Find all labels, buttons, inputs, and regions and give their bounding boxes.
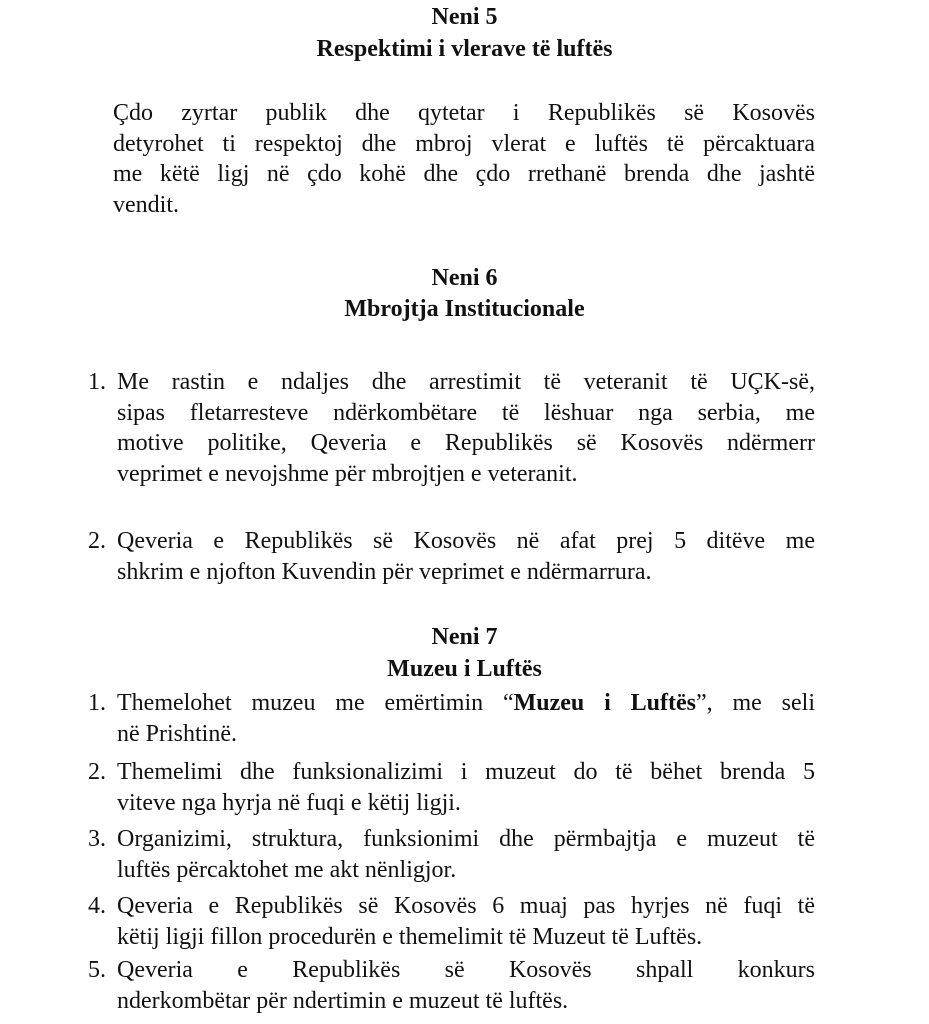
article-5-line: vendit. xyxy=(113,191,179,218)
article-7-item-5 xyxy=(117,955,815,1016)
list-item-line: shkrim e njofton Kuvendin për veprimet e ndërmarrura. xyxy=(117,558,652,585)
list-item-line: nderkombëtar për ndertimin e muzeut të luftës. xyxy=(117,987,569,1014)
article-5-number: Neni 5 xyxy=(431,4,498,30)
article-6-title: Mbrojtja Institucionale xyxy=(344,296,585,322)
list-item-line: Me rastin e ndaljes dhe arrestimit të veteranit të UÇK-së, xyxy=(117,369,815,395)
list-item-line: në Prishtinë. xyxy=(117,720,237,747)
article-7-number: Neni 7 xyxy=(431,624,498,650)
list-item-line: sipas fletarresteve ndërkombëtare të lëshuar nga serbia, me xyxy=(117,399,815,426)
article-6-item-1-marker: 1. xyxy=(88,369,106,395)
article-7-title: Muzeu i Luftës xyxy=(387,656,542,682)
list-item-line: Themelimi dhe funksionalizimi i muzeut do të bëhet brenda 5 xyxy=(117,759,815,785)
article-5-body xyxy=(113,98,815,220)
list-item-line: Qeveria e Republikës së Kosovës 6 muaj pas hyrjes në fuqi të xyxy=(117,893,815,919)
article-7-item-3 xyxy=(117,824,815,885)
list-item-line: Organizimi, struktura, funksionimi dhe përmbajtja e muzeut të xyxy=(117,826,815,852)
list-item-line: Qeveria e Republikës së Kosovës shpall konkurs xyxy=(117,957,815,983)
list-item-line: veprimet e nevojshme për mbrojtjen e veteranit. xyxy=(117,460,578,487)
article-6-item-2-marker: 2. xyxy=(88,528,106,554)
article-7-item-4-marker: 4. xyxy=(88,893,106,919)
list-item-text: Themelohet muzeu me emërtimin “ xyxy=(117,690,514,716)
article-7-item-1 xyxy=(117,688,815,749)
list-item-line: Qeveria e Republikës së Kosovës në afat prej 5 ditëve me xyxy=(117,528,815,554)
list-item-text: ”, me seli xyxy=(695,690,815,716)
article-5-line: detyrohet ti respektoj dhe mbroj vlerat e luftës të përcaktuara xyxy=(113,130,815,157)
article-7-item-2-marker: 2. xyxy=(88,759,106,785)
article-5-line: Çdo zyrtar publik dhe qytetar i Republikës së Kosovës xyxy=(113,100,815,126)
list-item-line: motive politike, Qeveria e Republikës së Kosovës ndërmerr xyxy=(117,430,815,456)
article-7-item-4 xyxy=(117,891,815,952)
museum-name-bold: Muzeu i Luftës xyxy=(513,690,696,716)
article-7-item-2 xyxy=(117,757,815,818)
article-7-item-5-marker: 5. xyxy=(88,957,106,983)
article-6-number: Neni 6 xyxy=(431,265,498,291)
list-item-line xyxy=(117,688,815,719)
article-7-item-3-marker: 3. xyxy=(88,826,106,852)
list-item-line: viteve nga hyrja në fuqi e këtij ligji. xyxy=(117,789,461,816)
list-item-line: këtij ligji fillon procedurën e themelimit të Muzeut të Luftës. xyxy=(117,923,703,950)
article-7-item-1-marker: 1. xyxy=(88,690,106,716)
list-item-line: luftës përcaktohet me akt nënligjor. xyxy=(117,856,457,883)
article-6-item-2 xyxy=(117,526,815,587)
article-5-title: Respektimi i vlerave të luftës xyxy=(316,36,613,62)
article-5-line: me këtë ligj në çdo kohë dhe çdo rrethanë brenda dhe jashtë xyxy=(113,161,815,187)
article-6-item-1 xyxy=(117,367,815,489)
